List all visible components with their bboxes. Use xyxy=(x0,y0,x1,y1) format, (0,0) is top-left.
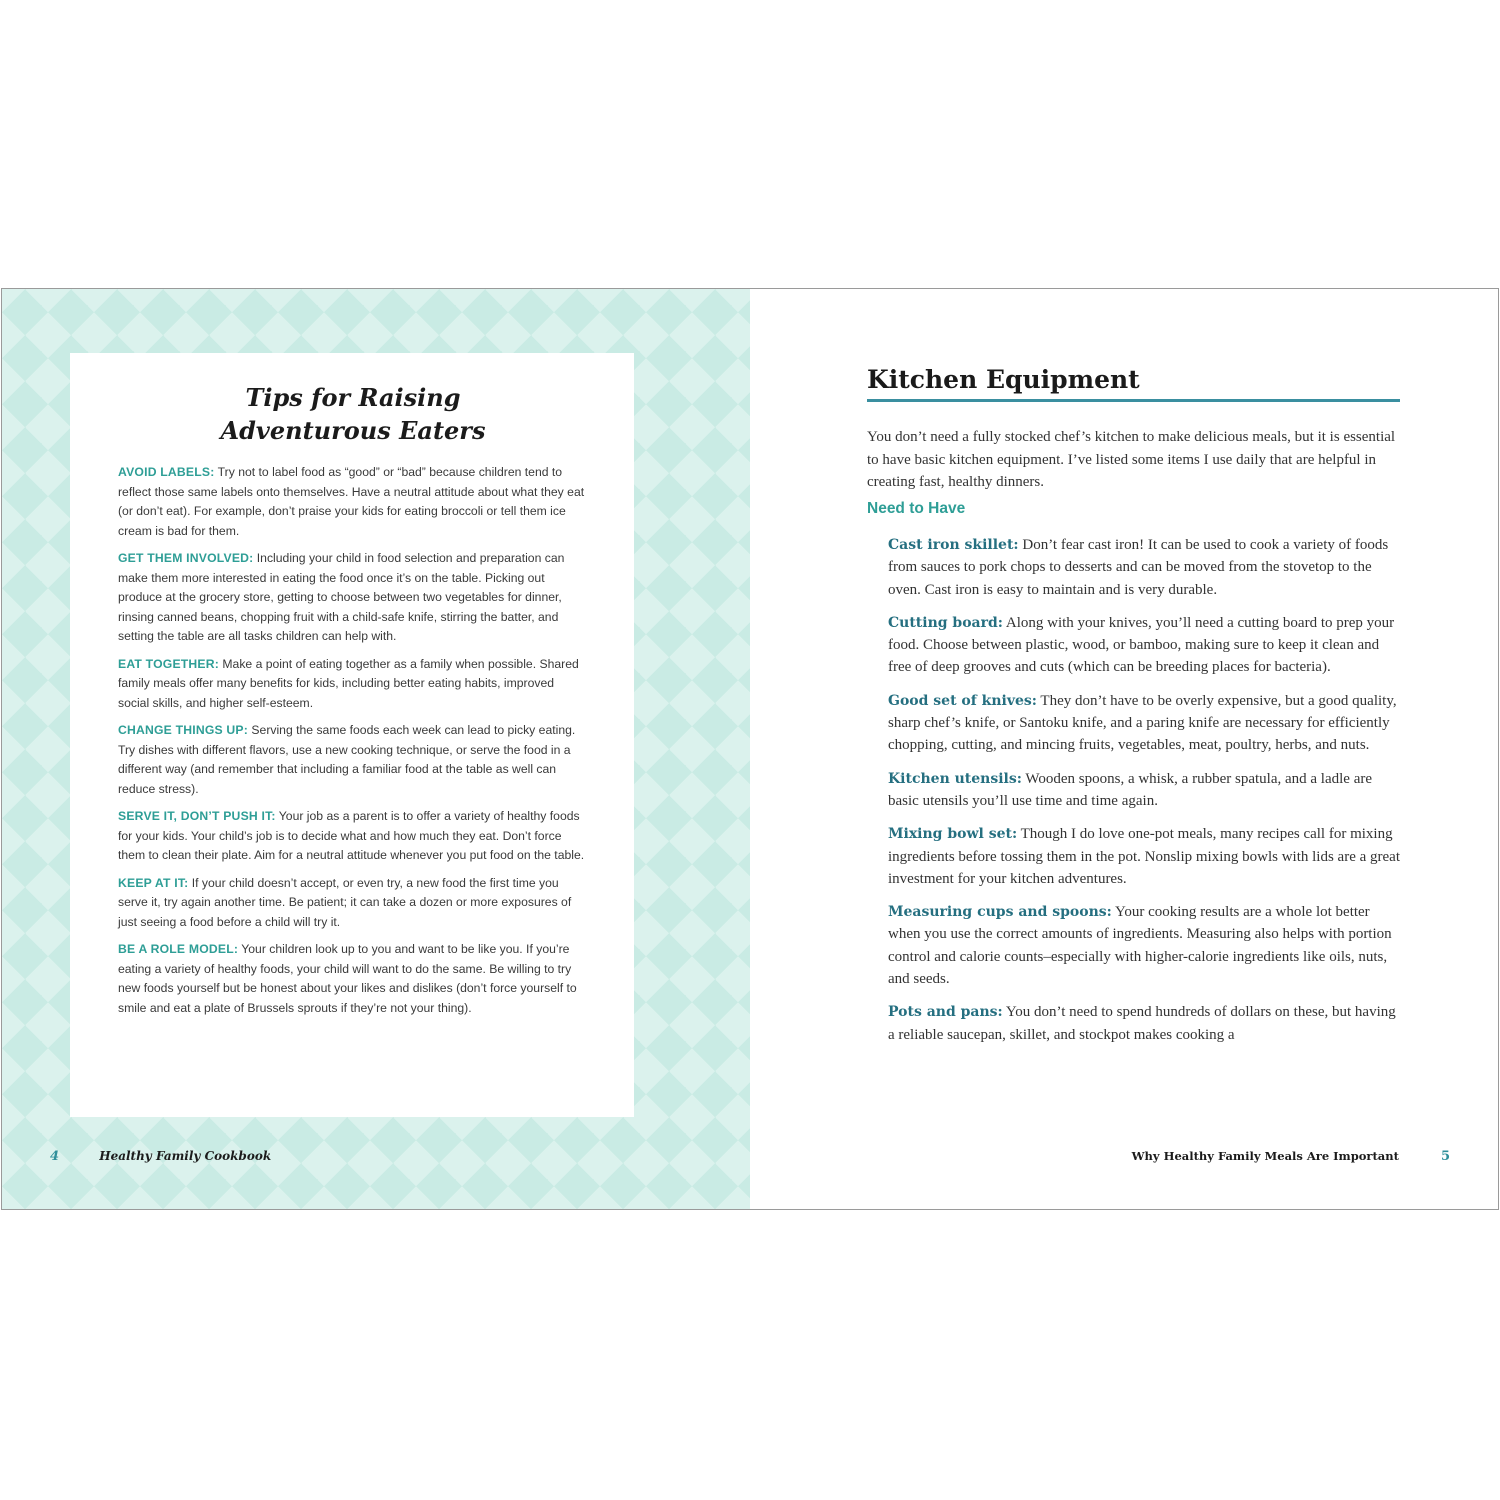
list-item xyxy=(888,901,1400,990)
tips-title xyxy=(118,381,588,447)
item-label: Mixing bowl set: xyxy=(888,826,1018,843)
tips-title-line1: Tips for Raising xyxy=(245,383,461,412)
list-item xyxy=(888,1001,1400,1046)
item-label: Cutting board: xyxy=(888,614,1003,631)
tip-paragraph xyxy=(118,721,588,799)
tip-paragraph xyxy=(118,549,588,647)
item-label: Cast iron skillet: xyxy=(888,537,1019,553)
item-label: Measuring cups and spoons: xyxy=(888,904,1112,921)
page-title: Kitchen Equipment xyxy=(867,365,1400,402)
tips-title-line2: Adventurous Eaters xyxy=(220,416,486,445)
tip-paragraph xyxy=(118,655,588,714)
tip-label: CHANGE THINGS UP: xyxy=(118,723,249,737)
tips-box xyxy=(70,353,634,1117)
tip-paragraph xyxy=(118,463,588,541)
left-folio xyxy=(50,1149,271,1164)
item-text: They don’t have to be overly expensive, but a good quality, sharp chef’s knife, or Santoku knife, and a paring knife are necessary for efficiently chopping, cutting, and mincing fruits, vegetables, meat, poultry, herbs, and nuts. xyxy=(888,692,1397,754)
tip-text: If your child doesn’t accept, or even try, a new food the first time you serve it, try again another time. Be patient; it can take a dozen or more exposures of just seeing a food before a child will try it. xyxy=(118,875,572,929)
list-item xyxy=(888,534,1400,601)
tip-paragraph xyxy=(118,940,588,1018)
tip-label: AVOID LABELS: xyxy=(118,465,215,479)
tip-paragraph xyxy=(118,874,588,933)
item-text: Don’t fear cast iron! It can be used to cook a variety of foods from sauces to pork chops to desserts and can be moved from the stovetop to the oven. Cast iron is easy to maintain and is very durable. xyxy=(888,537,1389,598)
item-label: Pots and pans: xyxy=(888,1004,1003,1021)
tip-label: GET THEM INVOLVED: xyxy=(118,551,254,565)
intro-paragraph: You don’t need a fully stocked chef’s kitchen to make delicious meals, but it is essential to have basic kitchen equipment. I’ve listed some items I use daily that are helpful in creating fast, healthy dinners. xyxy=(867,429,1396,490)
tip-text: Make a point of eating together as a family when possible. Shared family meals offer many benefits for kids, including better eating habits, improved social skills, and higher self-esteem. xyxy=(118,656,579,710)
list-item xyxy=(888,823,1400,890)
tip-text: Including your child in food selection and preparation can make them more interested in eating the food once it’s on the table. Picking out produce at the grocery store, getting to choose between two vegetables for dinner, rinsing canned beans, chopping fruit with a child-safe knife, stirring the batter, and setting the table are all tasks children can help with. xyxy=(118,551,565,643)
page-number-left: 4 xyxy=(50,1149,60,1164)
tip-label: SERVE IT, DON’T PUSH IT: xyxy=(118,809,276,823)
item-text: Though I do love one-pot meals, many recipes call for mixing ingredients before tossing them in the pot. Nonslip mixing bowls with lids are a great investment for your kitchen adventures. xyxy=(888,826,1400,887)
item-text: Your cooking results are a whole lot better when you use the correct amounts of ingredients. Measuring also helps with portion control and calorie counts–especially with higher-calorie ingredients like oils, nuts, and seeds. xyxy=(888,904,1392,988)
list-item xyxy=(888,690,1400,757)
tip-text: Your job as a parent is to offer a variety of healthy foods for your kids. Your child’s job is to decide what and how much they eat. Don’t force them to clean their plate. Aim for a neutral attitude whenever you put food on the table. xyxy=(118,809,585,862)
book-spread xyxy=(1,288,1499,1210)
item-text: Along with your knives, you’ll need a cutting board to prep your food. Choose between plastic, wood, or bamboo, making sure to keep it clean and free of deep grooves and cuts (which can be breeding places for bacteria). xyxy=(888,614,1395,676)
item-label: Kitchen utensils: xyxy=(888,770,1022,787)
right-page xyxy=(750,289,1498,1209)
list-item xyxy=(888,768,1400,813)
left-page xyxy=(2,289,750,1209)
running-head-left: Healthy Family Cookbook xyxy=(99,1149,272,1163)
right-folio xyxy=(1132,1149,1450,1164)
tip-paragraph xyxy=(118,807,588,866)
item-text: You don’t need to spend hundreds of dollars on these, but having a reliable saucepan, skillet, and stockpot makes cooking a xyxy=(888,1004,1396,1043)
tip-text: Try not to label food as “good” or “bad” because children tend to reflect those same labels onto themselves. Have a neutral attitude about what they eat (or don’t eat). For example, don’t praise your kids for eating broccoli or tell them ice cream is bad for them. xyxy=(118,465,585,538)
equipment-list xyxy=(888,534,1400,1057)
running-head-right: Why Healthy Family Meals Are Important xyxy=(1131,1149,1399,1163)
item-label: Good set of knives: xyxy=(888,692,1037,709)
tip-label: KEEP AT IT: xyxy=(118,875,189,890)
tip-text: Your children look up to you and want to be like you. If you’re eating a variety of healthy foods, your child will want to do the same. Be willing to try new foods yourself but be honest about your likes and dislikes (don’t force yourself to smile and eat a plate of Brussels sprouts if they’re not your thing). xyxy=(118,942,577,1015)
page-number-right: 5 xyxy=(1440,1149,1450,1164)
tip-label: EAT TOGETHER: xyxy=(118,656,220,671)
tip-label: BE A ROLE MODEL: xyxy=(118,942,239,956)
list-item xyxy=(888,612,1400,679)
section-subhead: Need to Have xyxy=(867,500,966,517)
item-text: Wooden spoons, a whisk, a rubber spatula, and a ladle are basic utensils you’ll use time and time again. xyxy=(888,770,1373,809)
tip-text: Serving the same foods each week can lead to picky eating. Try dishes with different flavors, use a new cooking technique, or serve the food in a different way (and remember that including a familiar food at the table as well can reduce stress). xyxy=(118,723,576,796)
